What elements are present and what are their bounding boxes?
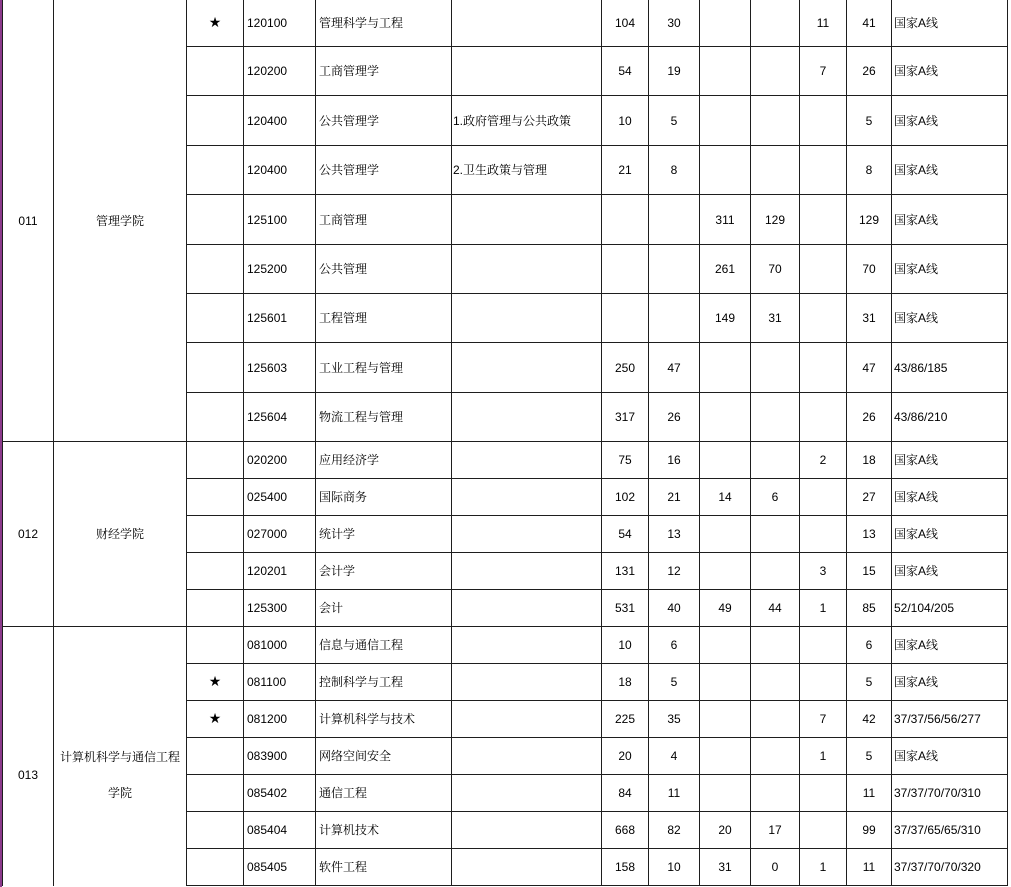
- value-cell: 20: [602, 738, 649, 775]
- score-line: 国家A线: [892, 294, 1008, 343]
- major-code: 125604: [244, 393, 316, 442]
- direction-cell: [452, 294, 602, 343]
- value-cell: 19: [649, 47, 700, 96]
- value-cell: 85: [847, 590, 892, 627]
- direction-cell: [452, 701, 602, 738]
- major-name: 控制科学与工程: [316, 664, 452, 701]
- direction-cell: [452, 812, 602, 849]
- major-code: 025400: [244, 479, 316, 516]
- star-cell: [187, 245, 244, 294]
- star-cell: [187, 0, 244, 47]
- major-code: 120400: [244, 96, 316, 146]
- star-cell: [187, 146, 244, 195]
- value-cell: 1: [800, 590, 847, 627]
- value-cell: 54: [602, 516, 649, 553]
- value-cell: 20: [700, 812, 751, 849]
- direction-cell: [452, 393, 602, 442]
- value-cell: [700, 442, 751, 479]
- major-name: 工程管理: [316, 294, 452, 343]
- value-cell: 8: [847, 146, 892, 195]
- value-cell: [751, 516, 800, 553]
- value-cell: 75: [602, 442, 649, 479]
- value-cell: 6: [751, 479, 800, 516]
- value-cell: 149: [700, 294, 751, 343]
- star-cell: [187, 812, 244, 849]
- direction-cell: [452, 442, 602, 479]
- value-cell: 10: [602, 627, 649, 664]
- major-code: 125200: [244, 245, 316, 294]
- value-cell: 17: [751, 812, 800, 849]
- score-line: 国家A线: [892, 442, 1008, 479]
- value-cell: [649, 195, 700, 245]
- value-cell: 42: [847, 701, 892, 738]
- value-cell: [800, 245, 847, 294]
- value-cell: 11: [847, 775, 892, 812]
- value-cell: 531: [602, 590, 649, 627]
- value-cell: 26: [847, 47, 892, 96]
- major-code: 085402: [244, 775, 316, 812]
- major-code: 120100: [244, 0, 316, 47]
- value-cell: 13: [649, 516, 700, 553]
- value-cell: [700, 146, 751, 195]
- major-code: 081100: [244, 664, 316, 701]
- value-cell: 5: [847, 96, 892, 146]
- value-cell: 4: [649, 738, 700, 775]
- star-cell: [187, 775, 244, 812]
- value-cell: 311: [700, 195, 751, 245]
- star-cell: [187, 479, 244, 516]
- value-cell: [800, 343, 847, 393]
- value-cell: [800, 627, 847, 664]
- value-cell: 102: [602, 479, 649, 516]
- value-cell: 225: [602, 701, 649, 738]
- value-cell: [700, 96, 751, 146]
- value-cell: 31: [751, 294, 800, 343]
- score-line: 国家A线: [892, 0, 1008, 47]
- direction-cell: [452, 479, 602, 516]
- value-cell: 47: [847, 343, 892, 393]
- value-cell: [751, 393, 800, 442]
- admissions-table: [2, 0, 1008, 886]
- major-name: 软件工程: [316, 849, 452, 886]
- value-cell: 31: [700, 849, 751, 886]
- value-cell: [751, 442, 800, 479]
- score-line: 国家A线: [892, 627, 1008, 664]
- direction-cell: [452, 195, 602, 245]
- direction-cell: [452, 627, 602, 664]
- major-code: 027000: [244, 516, 316, 553]
- value-cell: [602, 195, 649, 245]
- college-code: 011: [3, 0, 54, 442]
- major-code: 120400: [244, 146, 316, 195]
- value-cell: [800, 479, 847, 516]
- value-cell: [800, 664, 847, 701]
- major-name: 物流工程与管理: [316, 393, 452, 442]
- value-cell: [700, 553, 751, 590]
- value-cell: 7: [800, 47, 847, 96]
- value-cell: 129: [751, 195, 800, 245]
- score-line: 43/86/185: [892, 343, 1008, 393]
- direction-cell: 1.政府管理与公共政策: [452, 96, 602, 146]
- value-cell: [700, 47, 751, 96]
- value-cell: 21: [649, 479, 700, 516]
- value-cell: 0: [751, 849, 800, 886]
- college-code: 013: [3, 627, 54, 886]
- value-cell: 21: [602, 146, 649, 195]
- score-line: 37/37/70/70/310: [892, 775, 1008, 812]
- value-cell: 18: [602, 664, 649, 701]
- value-cell: 84: [602, 775, 649, 812]
- value-cell: [751, 96, 800, 146]
- score-line: 52/104/205: [892, 590, 1008, 627]
- value-cell: 70: [751, 245, 800, 294]
- value-cell: 10: [649, 849, 700, 886]
- value-cell: 158: [602, 849, 649, 886]
- value-cell: 668: [602, 812, 649, 849]
- major-code: 083900: [244, 738, 316, 775]
- value-cell: 14: [700, 479, 751, 516]
- value-cell: 41: [847, 0, 892, 47]
- value-cell: [602, 294, 649, 343]
- major-code: 081200: [244, 701, 316, 738]
- college-name-text: 计算机科学与通信工程学院: [59, 750, 180, 800]
- star-icon: ★: [208, 674, 222, 690]
- value-cell: 16: [649, 442, 700, 479]
- value-cell: 7: [800, 701, 847, 738]
- score-line: 国家A线: [892, 96, 1008, 146]
- value-cell: [700, 343, 751, 393]
- score-line: 国家A线: [892, 664, 1008, 701]
- direction-cell: [452, 775, 602, 812]
- star-cell: [187, 47, 244, 96]
- star-cell: [187, 701, 244, 738]
- direction-cell: [452, 738, 602, 775]
- value-cell: 40: [649, 590, 700, 627]
- score-line: 37/37/65/65/310: [892, 812, 1008, 849]
- value-cell: 26: [649, 393, 700, 442]
- value-cell: [800, 393, 847, 442]
- value-cell: 70: [847, 245, 892, 294]
- score-line: 国家A线: [892, 47, 1008, 96]
- value-cell: 131: [602, 553, 649, 590]
- star-icon: ★: [208, 711, 222, 727]
- value-cell: [751, 343, 800, 393]
- star-cell: [187, 393, 244, 442]
- value-cell: 6: [847, 627, 892, 664]
- college-name: 管理学院: [54, 0, 187, 442]
- score-line: 国家A线: [892, 516, 1008, 553]
- major-name: 会计: [316, 590, 452, 627]
- major-name: 公共管理学: [316, 96, 452, 146]
- college-name: 财经学院: [54, 442, 187, 627]
- value-cell: [751, 627, 800, 664]
- major-name: 国际商务: [316, 479, 452, 516]
- major-code: 125300: [244, 590, 316, 627]
- value-cell: 30: [649, 0, 700, 47]
- value-cell: [800, 775, 847, 812]
- value-cell: 11: [847, 849, 892, 886]
- direction-cell: [452, 245, 602, 294]
- major-name: 工商管理学: [316, 47, 452, 96]
- direction-cell: [452, 664, 602, 701]
- value-cell: 31: [847, 294, 892, 343]
- major-name: 会计学: [316, 553, 452, 590]
- value-cell: 8: [649, 146, 700, 195]
- value-cell: 82: [649, 812, 700, 849]
- score-line: 国家A线: [892, 195, 1008, 245]
- score-line: 43/86/210: [892, 393, 1008, 442]
- direction-cell: 2.卫生政策与管理: [452, 146, 602, 195]
- major-code: 125603: [244, 343, 316, 393]
- value-cell: [602, 245, 649, 294]
- star-cell: [187, 590, 244, 627]
- value-cell: 2: [800, 442, 847, 479]
- value-cell: [751, 553, 800, 590]
- value-cell: 99: [847, 812, 892, 849]
- value-cell: [800, 294, 847, 343]
- value-cell: 47: [649, 343, 700, 393]
- star-icon: ★: [208, 15, 222, 31]
- value-cell: 12: [649, 553, 700, 590]
- score-line: 国家A线: [892, 553, 1008, 590]
- value-cell: 35: [649, 701, 700, 738]
- value-cell: [700, 664, 751, 701]
- star-cell: [187, 738, 244, 775]
- value-cell: 250: [602, 343, 649, 393]
- major-name: 统计学: [316, 516, 452, 553]
- value-cell: 1: [800, 849, 847, 886]
- score-line: 国家A线: [892, 479, 1008, 516]
- value-cell: 11: [649, 775, 700, 812]
- college-name: [54, 627, 187, 886]
- major-code: 020200: [244, 442, 316, 479]
- value-cell: [800, 516, 847, 553]
- value-cell: 11: [800, 0, 847, 47]
- value-cell: [800, 812, 847, 849]
- value-cell: 104: [602, 0, 649, 47]
- direction-cell: [452, 516, 602, 553]
- value-cell: [649, 245, 700, 294]
- value-cell: [700, 627, 751, 664]
- direction-cell: [452, 590, 602, 627]
- value-cell: [751, 146, 800, 195]
- star-cell: [187, 516, 244, 553]
- value-cell: [700, 516, 751, 553]
- major-code: 081000: [244, 627, 316, 664]
- major-code: 120200: [244, 47, 316, 96]
- value-cell: [700, 393, 751, 442]
- value-cell: [800, 146, 847, 195]
- star-cell: [187, 294, 244, 343]
- star-cell: [187, 343, 244, 393]
- value-cell: [800, 96, 847, 146]
- value-cell: 15: [847, 553, 892, 590]
- major-name: 通信工程: [316, 775, 452, 812]
- major-name: 应用经济学: [316, 442, 452, 479]
- star-cell: [187, 442, 244, 479]
- score-line: 国家A线: [892, 146, 1008, 195]
- value-cell: 13: [847, 516, 892, 553]
- value-cell: 129: [847, 195, 892, 245]
- star-cell: [187, 553, 244, 590]
- value-cell: 49: [700, 590, 751, 627]
- direction-cell: [452, 47, 602, 96]
- star-cell: [187, 195, 244, 245]
- major-code: 085404: [244, 812, 316, 849]
- major-name: 工业工程与管理: [316, 343, 452, 393]
- major-name: 公共管理学: [316, 146, 452, 195]
- score-line: 国家A线: [892, 245, 1008, 294]
- value-cell: 1: [800, 738, 847, 775]
- direction-cell: [452, 0, 602, 47]
- major-code: 085405: [244, 849, 316, 886]
- score-line: 37/37/70/70/320: [892, 849, 1008, 886]
- value-cell: 54: [602, 47, 649, 96]
- direction-cell: [452, 849, 602, 886]
- major-name: 工商管理: [316, 195, 452, 245]
- value-cell: [751, 664, 800, 701]
- value-cell: 5: [649, 664, 700, 701]
- major-name: 公共管理: [316, 245, 452, 294]
- value-cell: 27: [847, 479, 892, 516]
- major-code: 125100: [244, 195, 316, 245]
- major-code: 125601: [244, 294, 316, 343]
- value-cell: [751, 47, 800, 96]
- major-name: 管理科学与工程: [316, 0, 452, 47]
- major-code: 120201: [244, 553, 316, 590]
- value-cell: [700, 0, 751, 47]
- value-cell: 261: [700, 245, 751, 294]
- college-code: 012: [3, 442, 54, 627]
- value-cell: 317: [602, 393, 649, 442]
- value-cell: [700, 701, 751, 738]
- major-name: 网络空间安全: [316, 738, 452, 775]
- star-cell: [187, 664, 244, 701]
- score-line: 37/37/56/56/277: [892, 701, 1008, 738]
- value-cell: [800, 195, 847, 245]
- value-cell: 5: [649, 96, 700, 146]
- direction-cell: [452, 343, 602, 393]
- value-cell: 44: [751, 590, 800, 627]
- major-name: 信息与通信工程: [316, 627, 452, 664]
- value-cell: 26: [847, 393, 892, 442]
- value-cell: [751, 701, 800, 738]
- star-cell: [187, 627, 244, 664]
- value-cell: 5: [847, 738, 892, 775]
- value-cell: 5: [847, 664, 892, 701]
- score-line: 国家A线: [892, 738, 1008, 775]
- value-cell: [751, 775, 800, 812]
- value-cell: [751, 738, 800, 775]
- value-cell: 6: [649, 627, 700, 664]
- value-cell: 3: [800, 553, 847, 590]
- value-cell: 18: [847, 442, 892, 479]
- value-cell: [700, 738, 751, 775]
- major-name: 计算机技术: [316, 812, 452, 849]
- major-name: 计算机科学与技术: [316, 701, 452, 738]
- value-cell: 10: [602, 96, 649, 146]
- value-cell: [751, 0, 800, 47]
- value-cell: [700, 775, 751, 812]
- direction-cell: [452, 553, 602, 590]
- star-cell: [187, 96, 244, 146]
- star-cell: [187, 849, 244, 886]
- value-cell: [649, 294, 700, 343]
